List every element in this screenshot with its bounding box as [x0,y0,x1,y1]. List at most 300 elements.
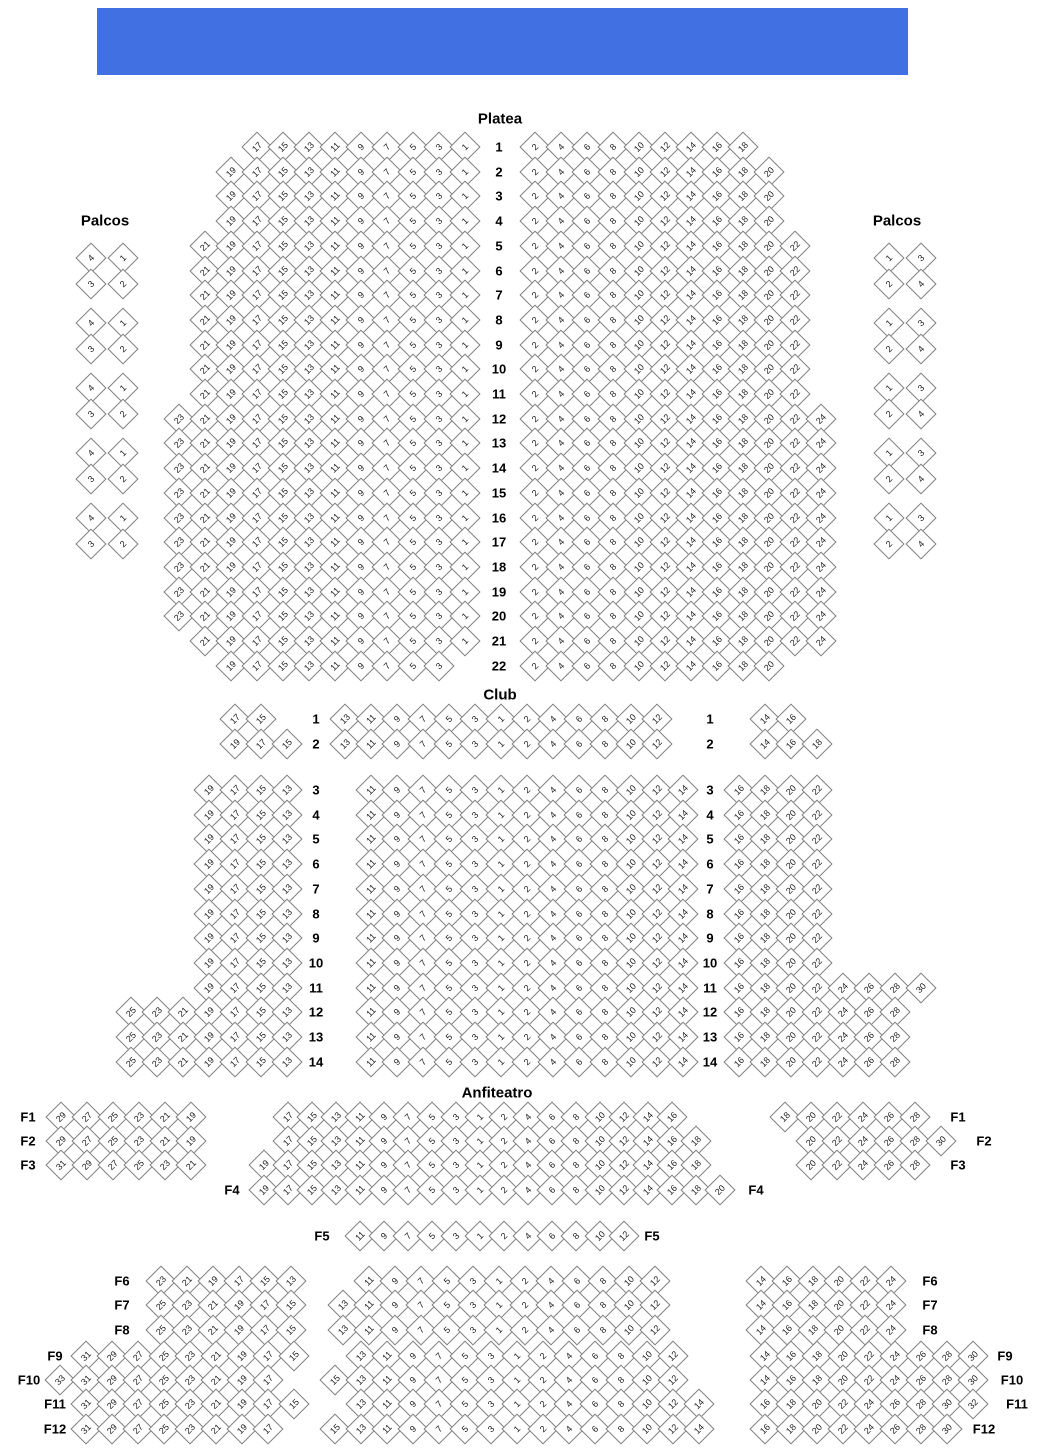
seat[interactable]: 17 [219,703,250,734]
seat[interactable]: 16 [723,1021,754,1052]
seat[interactable]: 11 [355,824,386,855]
seat[interactable]: 19 [193,1021,224,1052]
seat[interactable]: 12 [641,774,672,805]
seat[interactable]: 2 [488,1174,519,1205]
seat[interactable]: 6 [571,378,602,409]
seat[interactable]: 2 [519,650,550,681]
seat[interactable]: 13 [271,774,302,805]
seat[interactable]: 6 [571,576,602,607]
seat[interactable]: 20 [753,354,784,385]
seat[interactable]: 8 [589,799,620,830]
seat[interactable]: 22 [853,1364,884,1395]
seat[interactable]: 18 [727,329,758,360]
seat[interactable]: 16 [701,428,732,459]
seat[interactable]: 7 [371,403,402,434]
seat[interactable]: 3 [459,923,490,954]
seat[interactable]: 4 [905,463,936,494]
seat[interactable]: 19 [223,1289,254,1320]
seat[interactable]: 16 [723,799,754,830]
seat[interactable]: 7 [405,1265,436,1296]
seat[interactable]: 6 [579,1413,610,1444]
seat[interactable]: 14 [667,898,698,929]
seat[interactable]: 20 [753,255,784,286]
seat[interactable]: 19 [215,650,246,681]
seat[interactable]: 5 [431,1265,462,1296]
seat[interactable]: 18 [775,1413,806,1444]
seat[interactable]: 10 [623,255,654,286]
seat[interactable]: 4 [537,997,568,1028]
seat[interactable]: 14 [632,1174,663,1205]
seat[interactable]: 16 [775,703,806,734]
seat[interactable]: 5 [397,576,428,607]
seat[interactable]: 28 [931,1340,962,1371]
seat[interactable]: 18 [749,849,780,880]
seat[interactable]: 13 [293,551,324,582]
seat[interactable]: 3 [75,268,106,299]
seat[interactable]: 3 [423,280,454,311]
seat[interactable]: 15 [245,873,276,904]
seat[interactable]: 1 [485,972,516,1003]
seat[interactable]: 1 [449,601,480,632]
seat[interactable]: 15 [267,576,298,607]
seat[interactable]: 8 [589,898,620,929]
seat[interactable]: 11 [371,1413,402,1444]
seat[interactable]: 5 [433,972,464,1003]
seat[interactable]: 20 [753,329,784,360]
seat[interactable]: 20 [795,1125,826,1156]
seat[interactable]: 17 [241,329,272,360]
seat[interactable]: 24 [853,1388,884,1419]
seat[interactable]: 13 [275,1265,306,1296]
seat[interactable]: 22 [801,873,832,904]
seat[interactable]: 19 [193,923,224,954]
seat[interactable]: 4 [545,551,576,582]
seat[interactable]: 9 [345,230,376,261]
seat[interactable]: 32 [957,1388,988,1419]
seat[interactable]: 16 [775,1364,806,1395]
seat[interactable]: 13 [271,849,302,880]
seat[interactable]: 27 [71,1125,102,1156]
seat[interactable]: 4 [537,799,568,830]
seat[interactable]: 18 [749,799,780,830]
seat[interactable]: 3 [440,1174,471,1205]
seat[interactable]: 13 [293,329,324,360]
seat[interactable]: 11 [353,1314,384,1345]
seat[interactable]: 9 [397,1364,428,1395]
seat[interactable]: 25 [115,1021,146,1052]
seat[interactable]: 14 [675,255,706,286]
seat[interactable]: 9 [381,1021,412,1052]
seat[interactable]: 15 [296,1149,327,1180]
seat[interactable]: 14 [667,997,698,1028]
seat[interactable]: 19 [193,774,224,805]
seat[interactable]: 10 [623,551,654,582]
seat[interactable]: 3 [459,997,490,1028]
seat[interactable]: 10 [623,576,654,607]
seat[interactable]: 6 [561,1314,592,1345]
seat[interactable]: 1 [449,255,480,286]
seat[interactable]: 10 [615,873,646,904]
seat[interactable]: 21 [200,1340,231,1371]
seat[interactable]: 2 [519,354,550,385]
seat[interactable]: 14 [632,1101,663,1132]
seat[interactable]: 3 [423,378,454,409]
seat[interactable]: 22 [801,947,832,978]
seat[interactable]: 12 [641,799,672,830]
seat[interactable]: 20 [753,551,784,582]
seat[interactable]: 15 [275,1314,306,1345]
seat[interactable]: 1 [449,576,480,607]
seat[interactable]: 2 [511,997,542,1028]
seat[interactable]: 20 [753,527,784,558]
seat[interactable]: 13 [271,923,302,954]
seat[interactable]: 4 [75,307,106,338]
seat[interactable]: 5 [431,1289,462,1320]
seat[interactable]: 19 [215,428,246,459]
seat[interactable]: 11 [319,527,350,558]
seat[interactable]: 3 [423,601,454,632]
seat[interactable]: 2 [511,873,542,904]
seat[interactable]: 16 [701,576,732,607]
seat[interactable]: 16 [723,898,754,929]
seat[interactable]: 8 [597,230,628,261]
seat[interactable]: 15 [245,1046,276,1077]
seat[interactable]: 13 [329,703,360,734]
seat[interactable]: 24 [847,1149,878,1180]
seat[interactable]: 14 [675,601,706,632]
seat[interactable]: 11 [319,131,350,162]
seat[interactable]: 1 [464,1220,495,1251]
seat[interactable]: 4 [553,1340,584,1371]
seat[interactable]: 24 [879,1364,910,1395]
seat[interactable]: 12 [608,1220,639,1251]
seat[interactable]: 2 [527,1413,558,1444]
seat[interactable]: 12 [657,1364,688,1395]
seat[interactable]: 14 [683,1388,714,1419]
seat[interactable]: 19 [215,255,246,286]
seat[interactable]: 4 [545,477,576,508]
seat[interactable]: 5 [397,625,428,656]
seat[interactable]: 14 [749,703,780,734]
seat[interactable]: 4 [545,131,576,162]
seat[interactable]: 25 [115,997,146,1028]
seat[interactable]: 13 [271,997,302,1028]
seat[interactable]: 3 [423,527,454,558]
seat[interactable]: 14 [667,972,698,1003]
seat[interactable]: 8 [597,255,628,286]
seat[interactable]: 28 [879,1046,910,1077]
seat[interactable]: 12 [641,824,672,855]
seat[interactable]: 17 [241,428,272,459]
seat[interactable]: 14 [675,428,706,459]
seat[interactable]: 3 [475,1340,506,1371]
seat[interactable]: 20 [775,824,806,855]
seat[interactable]: 15 [245,774,276,805]
seat[interactable]: 2 [511,824,542,855]
seat[interactable]: 22 [779,403,810,434]
seat[interactable]: 1 [449,428,480,459]
seat[interactable]: 18 [749,947,780,978]
seat[interactable]: 2 [519,601,550,632]
seat[interactable]: 1 [483,1265,514,1296]
seat[interactable]: 12 [641,997,672,1028]
seat[interactable]: 3 [457,1265,488,1296]
seat[interactable]: 20 [823,1265,854,1296]
seat[interactable]: 9 [381,972,412,1003]
seat[interactable]: 30 [957,1364,988,1395]
seat[interactable]: 16 [723,849,754,880]
seat[interactable]: 18 [727,354,758,385]
seat[interactable]: 22 [779,453,810,484]
seat[interactable]: 22 [801,774,832,805]
seat[interactable]: 7 [371,625,402,656]
seat[interactable]: 11 [319,601,350,632]
seat[interactable]: 6 [563,703,594,734]
seat[interactable]: 14 [675,131,706,162]
seat[interactable]: 15 [267,625,298,656]
seat[interactable]: 4 [75,242,106,273]
seat[interactable]: 1 [107,437,138,468]
seat[interactable]: 14 [675,230,706,261]
seat[interactable]: 26 [853,997,884,1028]
seat[interactable]: 9 [345,280,376,311]
seat[interactable]: 2 [511,774,542,805]
seat[interactable]: 15 [271,728,302,759]
seat[interactable]: 19 [175,1101,206,1132]
seat[interactable]: 3 [423,131,454,162]
seat[interactable]: 3 [423,304,454,335]
seat[interactable]: 2 [873,528,904,559]
seat[interactable]: 21 [189,329,220,360]
seat[interactable]: 9 [381,947,412,978]
seat[interactable]: 8 [589,703,620,734]
seat[interactable]: 3 [423,354,454,385]
seat[interactable]: 11 [355,923,386,954]
seat[interactable]: 11 [319,502,350,533]
seat[interactable]: 8 [605,1364,636,1395]
seat[interactable]: 1 [485,997,516,1028]
seat[interactable]: 12 [649,181,680,212]
seat[interactable]: 18 [727,403,758,434]
seat[interactable]: 10 [584,1101,615,1132]
seat[interactable]: 17 [272,1101,303,1132]
seat[interactable]: 21 [189,378,220,409]
seat[interactable]: 28 [879,997,910,1028]
seat[interactable]: 1 [449,403,480,434]
seat[interactable]: 29 [96,1413,127,1444]
seat[interactable]: 6 [571,304,602,335]
seat[interactable]: 7 [371,428,402,459]
seat[interactable]: 2 [519,329,550,360]
seat[interactable]: 11 [319,280,350,311]
seat[interactable]: 24 [805,502,836,533]
seat[interactable]: 1 [449,354,480,385]
seat[interactable]: 12 [649,354,680,385]
seat[interactable]: 22 [779,527,810,558]
seat[interactable]: 21 [189,354,220,385]
seat[interactable]: 10 [623,428,654,459]
seat[interactable]: 8 [597,378,628,409]
seat[interactable]: 10 [615,1021,646,1052]
seat[interactable]: 7 [371,650,402,681]
seat[interactable]: 9 [345,625,376,656]
seat[interactable]: 23 [163,403,194,434]
seat[interactable]: 1 [107,242,138,273]
seat[interactable]: 30 [905,972,936,1003]
seat[interactable]: 16 [701,181,732,212]
seat[interactable]: 7 [407,1046,438,1077]
seat[interactable]: 1 [873,502,904,533]
seat[interactable]: 2 [519,230,550,261]
seat[interactable]: 8 [597,477,628,508]
seat[interactable]: 10 [623,650,654,681]
seat[interactable]: 10 [623,206,654,237]
seat[interactable]: 22 [827,1388,858,1419]
seat[interactable]: 5 [433,1021,464,1052]
seat[interactable]: 7 [371,378,402,409]
seat[interactable]: 1 [107,502,138,533]
seat[interactable]: 8 [589,997,620,1028]
seat[interactable]: 4 [537,824,568,855]
seat[interactable]: 1 [449,378,480,409]
seat[interactable]: 7 [423,1340,454,1371]
seat[interactable]: 30 [931,1413,962,1444]
seat[interactable]: 22 [779,354,810,385]
seat[interactable]: 11 [344,1149,375,1180]
seat[interactable]: 12 [639,1289,670,1320]
seat[interactable]: 1 [501,1413,532,1444]
seat[interactable]: 5 [433,799,464,830]
seat[interactable]: 9 [345,428,376,459]
seat[interactable]: 3 [459,703,490,734]
seat[interactable]: 14 [667,849,698,880]
seat[interactable]: 4 [905,528,936,559]
seat[interactable]: 15 [267,551,298,582]
seat[interactable]: 3 [440,1149,471,1180]
seat[interactable]: 8 [605,1413,636,1444]
seat[interactable]: 11 [319,329,350,360]
seat[interactable]: 9 [381,923,412,954]
seat[interactable]: 16 [723,997,754,1028]
seat[interactable]: 17 [272,1174,303,1205]
seat[interactable]: 21 [189,230,220,261]
seat[interactable]: 2 [873,268,904,299]
seat[interactable]: 1 [485,947,516,978]
seat[interactable]: 28 [879,972,910,1003]
seat[interactable]: 18 [727,477,758,508]
seat[interactable]: 11 [355,947,386,978]
seat[interactable]: 15 [267,280,298,311]
seat[interactable]: 6 [571,502,602,533]
seat[interactable]: 17 [252,1388,283,1419]
seat[interactable]: 13 [327,1289,358,1320]
seat[interactable]: 12 [649,428,680,459]
seat[interactable]: 6 [571,477,602,508]
seat[interactable]: 23 [163,601,194,632]
seat[interactable]: 17 [241,527,272,558]
seat[interactable]: 17 [241,206,272,237]
seat[interactable]: 6 [571,601,602,632]
seat[interactable]: 12 [649,378,680,409]
seat[interactable]: 10 [623,403,654,434]
seat[interactable]: 20 [775,774,806,805]
seat[interactable]: 18 [749,1021,780,1052]
seat[interactable]: 11 [355,849,386,880]
seat[interactable]: 1 [449,206,480,237]
seat[interactable]: 17 [241,502,272,533]
seat[interactable]: 20 [775,873,806,904]
seat[interactable]: 4 [545,378,576,409]
seat[interactable]: 9 [368,1220,399,1251]
seat[interactable]: 12 [641,1021,672,1052]
seat[interactable]: 9 [381,873,412,904]
seat[interactable]: 6 [561,1265,592,1296]
seat[interactable]: 8 [589,873,620,904]
seat[interactable]: 7 [392,1174,423,1205]
seat[interactable]: 2 [519,428,550,459]
seat[interactable]: 5 [397,428,428,459]
seat[interactable]: 10 [631,1388,662,1419]
seat[interactable]: 14 [675,329,706,360]
seat[interactable]: 17 [241,403,272,434]
seat[interactable]: 12 [649,551,680,582]
seat[interactable]: 14 [675,280,706,311]
seat[interactable]: 1 [873,372,904,403]
seat[interactable]: 13 [320,1125,351,1156]
seat[interactable]: 12 [639,1314,670,1345]
seat[interactable]: 10 [623,156,654,187]
seat[interactable]: 12 [649,576,680,607]
seat[interactable]: 29 [45,1101,76,1132]
seat[interactable]: 2 [519,156,550,187]
seat[interactable]: 18 [727,280,758,311]
seat[interactable]: 13 [271,799,302,830]
seat[interactable]: 10 [623,280,654,311]
seat[interactable]: 4 [537,728,568,759]
seat[interactable]: 14 [667,947,698,978]
seat[interactable]: 10 [613,1289,644,1320]
seat[interactable]: 5 [433,898,464,929]
seat[interactable]: 17 [252,1340,283,1371]
seat[interactable]: 4 [537,1046,568,1077]
seat[interactable]: 7 [371,477,402,508]
seat[interactable]: 24 [805,453,836,484]
seat[interactable]: 1 [501,1340,532,1371]
seat[interactable]: 13 [293,181,324,212]
seat[interactable]: 19 [193,1046,224,1077]
seat[interactable]: 18 [727,551,758,582]
seat[interactable]: 28 [905,1413,936,1444]
seat[interactable]: 9 [381,1046,412,1077]
seat[interactable]: 17 [241,378,272,409]
seat[interactable]: 5 [416,1149,447,1180]
seat[interactable]: 4 [537,1021,568,1052]
seat[interactable]: 15 [245,799,276,830]
seat[interactable]: 1 [449,329,480,360]
seat[interactable]: 18 [727,206,758,237]
seat[interactable]: 1 [464,1125,495,1156]
seat[interactable]: 9 [345,329,376,360]
seat[interactable]: 5 [397,403,428,434]
seat[interactable]: 1 [449,230,480,261]
seat[interactable]: 20 [753,650,784,681]
seat[interactable]: 3 [440,1220,471,1251]
seat[interactable]: 3 [423,181,454,212]
seat[interactable]: 29 [71,1149,102,1180]
seat[interactable]: 8 [589,1046,620,1077]
seat[interactable]: 20 [753,601,784,632]
seat[interactable]: 12 [641,703,672,734]
